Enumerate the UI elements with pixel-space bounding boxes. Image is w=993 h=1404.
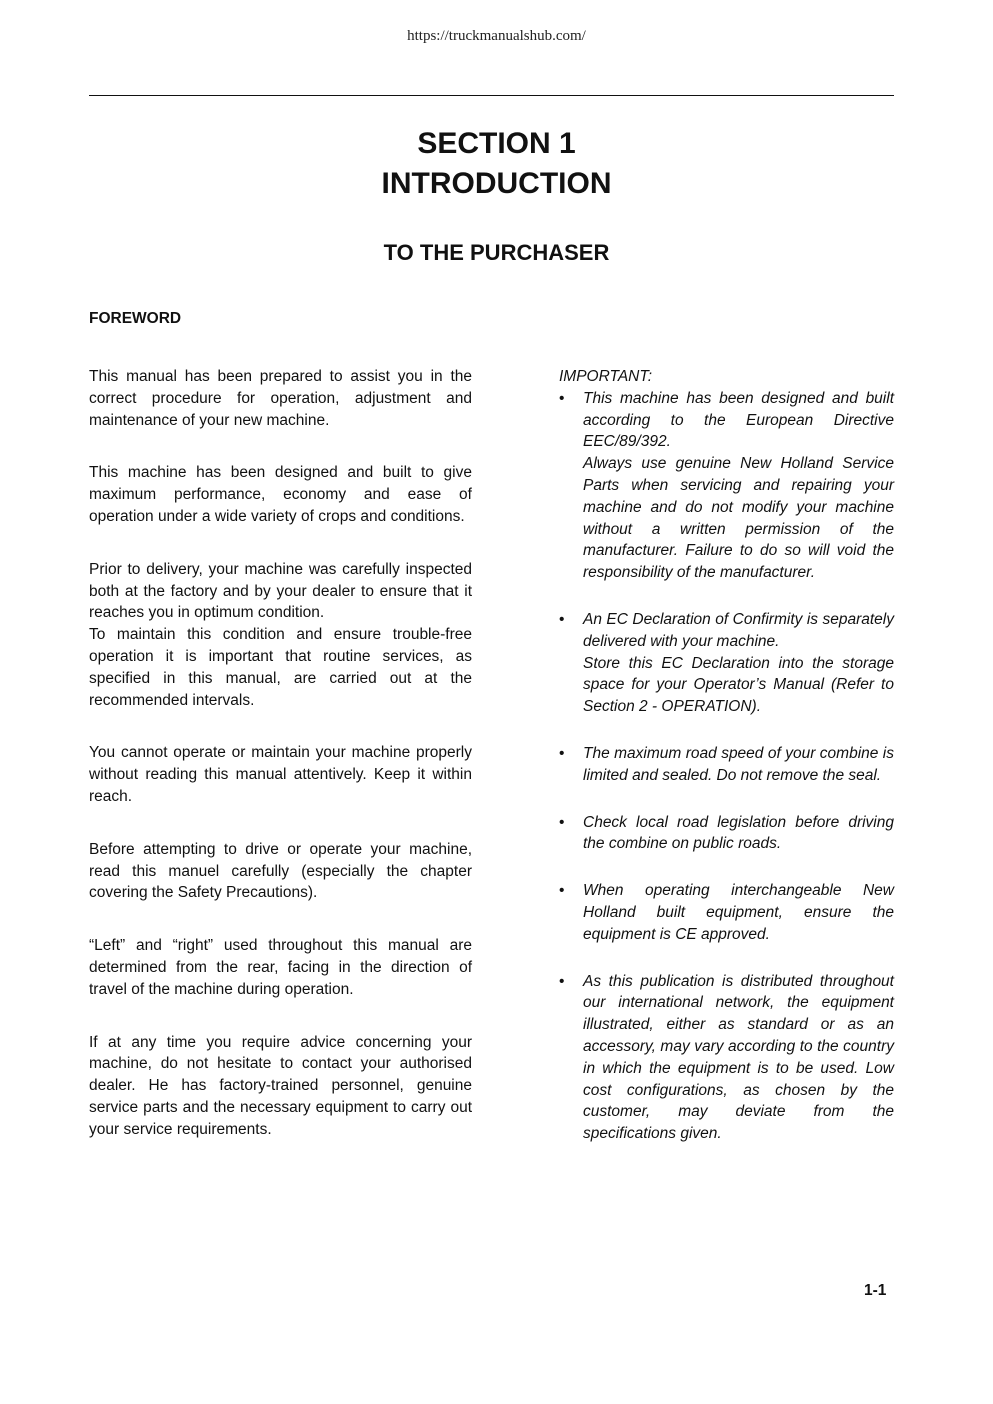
- foreword-paragraph: [89, 559, 472, 712]
- important-text: Always use genuine New Holland Service Parts when servicing and repairing your machine and do not modify your machine without a written permission of the manufacturer. Failure to do so will void the responsibility of the manufacturer.: [583, 455, 894, 582]
- page-number: 1-1: [864, 1282, 887, 1299]
- important-text: As this publication is distributed throughout our international network, the equipment illustrated, either as standard or as an accessory, may vary according to the country in which the equipment is to be used. Low cost configurations, as chosen by the customer, may deviate from the specifications given.: [583, 972, 894, 1143]
- important-item: [559, 388, 894, 584]
- important-text: An EC Declaration of Confirmity is separately delivered with your machine.: [583, 610, 894, 650]
- important-list: [559, 388, 894, 1145]
- foreword-sentence: Prior to delivery, your machine was carefully inspected both at the factory and by your dealer to ensure that it reaches you in optimum condition.: [89, 560, 472, 622]
- foreword-column: [89, 366, 472, 1172]
- important-item: [559, 812, 894, 856]
- bullet-icon: •: [559, 813, 565, 831]
- section-name: INTRODUCTION: [381, 167, 612, 200]
- important-item: [559, 880, 894, 945]
- important-text: Store this EC Declaration into the storage space for your Operator’s Manual (Refer to Section 2 - OPERATION).: [583, 654, 894, 716]
- foreword-heading: FOREWORD: [89, 310, 182, 327]
- important-item: [559, 743, 894, 787]
- foreword-paragraph: If at any time you require advice concerning your machine, do not hesitate to contact your authorised dealer. He has factory-trained personnel, genuine service parts and the necessary equipment to carry out your service requirements.: [89, 1033, 472, 1138]
- foreword-sentence: To maintain this condition and ensure trouble-free operation it is important that routine services, as specified in this manual, are carried out at the recommended intervals.: [89, 626, 472, 709]
- important-text: This machine has been designed and built according to the European Directive EEC/89/392.: [583, 389, 894, 451]
- important-text: The maximum road speed of your combine is limited and sealed. Do not remove the seal.: [583, 744, 894, 784]
- foreword-paragraph: “Left” and “right” used throughout this manual are determined from the rear, facing in the direction of travel of the machine during operation.: [89, 937, 472, 998]
- header-divider: [89, 95, 894, 96]
- foreword-paragraph: This machine has been designed and built to give maximum performance, economy and ease of operation under a wide variety of crops and conditions.: [89, 464, 472, 525]
- section-number: SECTION 1: [417, 127, 576, 160]
- bullet-icon: •: [559, 744, 565, 762]
- important-label: IMPORTANT:: [559, 368, 652, 385]
- bullet-icon: •: [559, 882, 565, 900]
- foreword-paragraph: You cannot operate or maintain your machine properly without reading this manual attentively. Keep it within reach.: [89, 744, 472, 805]
- bullet-icon: •: [559, 610, 565, 628]
- bullet-icon: •: [559, 972, 565, 990]
- bullet-icon: •: [559, 389, 565, 407]
- source-url: https://truckmanualshub.com/: [407, 28, 586, 44]
- section-title: [0, 124, 993, 204]
- subheading: TO THE PURCHASER: [383, 240, 610, 265]
- important-item: [559, 971, 894, 1145]
- important-text: When operating interchangeable New Holland built equipment, ensure the equipment is CE approved.: [583, 882, 894, 943]
- foreword-paragraph: This manual has been prepared to assist you in the correct procedure for operation, adjustment and maintenance of your new machine.: [89, 368, 472, 429]
- important-column: [559, 366, 894, 1170]
- important-item: [559, 609, 894, 718]
- important-text: Check local road legislation before driving the combine on public roads.: [583, 813, 894, 853]
- foreword-paragraph: Before attempting to drive or operate your machine, read this manuel carefully (especially the chapter covering the Safety Precautions).: [89, 840, 472, 902]
